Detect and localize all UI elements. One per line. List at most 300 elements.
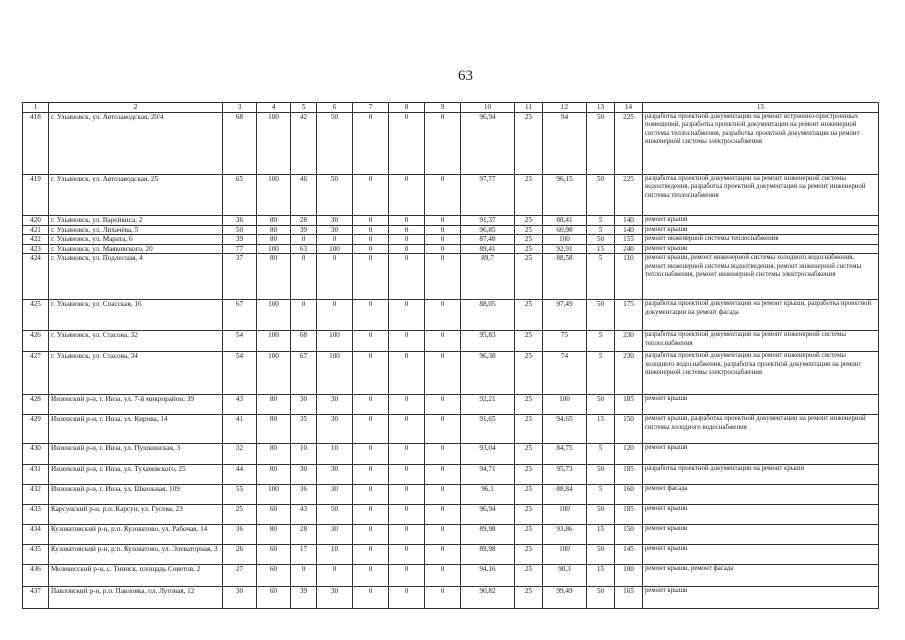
table-cell: 0 bbox=[389, 465, 425, 485]
column-header: 7 bbox=[353, 103, 389, 113]
table-cell: ремонт крыши bbox=[643, 525, 879, 545]
table-cell: 25 bbox=[515, 444, 543, 465]
table-cell: 41 bbox=[223, 415, 257, 444]
table-row bbox=[23, 331, 879, 352]
table-cell: 0 bbox=[353, 300, 389, 331]
table-cell: ремонт крыши bbox=[643, 225, 879, 235]
column-header: 9 bbox=[425, 103, 461, 113]
table-cell: 0 bbox=[389, 545, 425, 565]
table-cell: 0 bbox=[317, 565, 353, 587]
table-row bbox=[23, 216, 879, 226]
table-cell: 0 bbox=[389, 352, 425, 395]
table-cell: 42 bbox=[291, 113, 317, 175]
column-header: 3 bbox=[223, 103, 257, 113]
table-cell: 418 bbox=[23, 113, 49, 175]
table-cell: 60 bbox=[257, 505, 291, 525]
table-cell: г. Ульяновск, ул. Варейкиса, 2 bbox=[49, 216, 223, 226]
table-cell: 25 bbox=[515, 244, 543, 254]
table-cell: Павловский р-н, р.п. Павловка, пл. Луговая, 12 bbox=[49, 587, 223, 609]
table-cell: 89,98 bbox=[461, 545, 515, 565]
table-cell: 0 bbox=[425, 565, 461, 587]
table-cell: 30 bbox=[223, 587, 257, 609]
table-cell: 25 bbox=[515, 352, 543, 395]
table-cell: 0 bbox=[389, 587, 425, 609]
table-cell: 150 bbox=[615, 415, 643, 444]
table-cell: 0 bbox=[389, 216, 425, 226]
table-cell: 422 bbox=[23, 235, 49, 245]
table-cell: 96,94 bbox=[461, 113, 515, 175]
table-cell: 0 bbox=[425, 395, 461, 415]
table-cell: 91,65 bbox=[461, 415, 515, 444]
table-cell: 30 bbox=[317, 485, 353, 505]
table-cell: 50 bbox=[587, 175, 615, 216]
table-cell: 50 bbox=[223, 225, 257, 235]
table-cell: разработка проектной документации на ремонт инженерной системы водоотведения, разработка проектной документации на ремонт инженерной системы теплоснабжения bbox=[643, 175, 879, 216]
table-cell: 25 bbox=[515, 545, 543, 565]
table-cell: 80 bbox=[257, 415, 291, 444]
table-cell: 100 bbox=[543, 545, 587, 565]
table-cell: 50 bbox=[587, 113, 615, 175]
table-cell: 0 bbox=[425, 331, 461, 352]
table-cell: 0 bbox=[353, 113, 389, 175]
table-cell: Мелекесский р-н, с. Тиинск, площадь Советов, 2 bbox=[49, 565, 223, 587]
table-cell: 165 bbox=[615, 587, 643, 609]
table-cell: 90,3 bbox=[543, 565, 587, 587]
table-cell: 0 bbox=[317, 235, 353, 245]
table-cell: 25 bbox=[515, 225, 543, 235]
table-cell: 140 bbox=[615, 225, 643, 235]
table-cell: 0 bbox=[291, 300, 317, 331]
table-row bbox=[23, 444, 879, 465]
table-cell: 0 bbox=[353, 525, 389, 545]
table-cell: 0 bbox=[317, 300, 353, 331]
table-cell: 0 bbox=[353, 331, 389, 352]
table-cell: 80 bbox=[257, 216, 291, 226]
table-cell: 32 bbox=[223, 444, 257, 465]
table-cell: ремонт крыши bbox=[643, 545, 879, 565]
table-row bbox=[23, 254, 879, 300]
table-cell: 0 bbox=[353, 465, 389, 485]
table-cell: 433 bbox=[23, 505, 49, 525]
table-cell: 0 bbox=[425, 587, 461, 609]
table-cell: 25 bbox=[515, 565, 543, 587]
table-cell: 100 bbox=[257, 331, 291, 352]
table-row bbox=[23, 415, 879, 444]
table-row bbox=[23, 244, 879, 254]
table-cell: ремонт фасада bbox=[643, 485, 879, 505]
table-cell: 0 bbox=[425, 485, 461, 505]
table-cell: 37 bbox=[223, 254, 257, 300]
table-cell: 25 bbox=[515, 465, 543, 485]
table-cell: 95,73 bbox=[543, 465, 587, 485]
table-cell: 17 bbox=[291, 545, 317, 565]
table-cell: г. Ульяновск, ул. Спасская, 16 bbox=[49, 300, 223, 331]
table-cell: 100 bbox=[317, 244, 353, 254]
table-row bbox=[23, 352, 879, 395]
table-cell: 0 bbox=[317, 254, 353, 300]
table-cell: г. Ульяновск, ул. Автозаводская, 25 bbox=[49, 175, 223, 216]
table-cell: 80 bbox=[257, 254, 291, 300]
table-cell: 67 bbox=[291, 352, 317, 395]
table-cell: 30 bbox=[317, 216, 353, 226]
table-cell: 25 bbox=[515, 175, 543, 216]
table-row bbox=[23, 235, 879, 245]
table-cell: 0 bbox=[425, 235, 461, 245]
table-cell: 25 bbox=[515, 113, 543, 175]
table-cell: 0 bbox=[389, 505, 425, 525]
table-cell: 140 bbox=[615, 216, 643, 226]
table-cell: 50 bbox=[587, 587, 615, 609]
table-cell: 10 bbox=[317, 545, 353, 565]
table-cell: 240 bbox=[615, 244, 643, 254]
table-cell: 5 bbox=[587, 216, 615, 226]
table-cell: 100 bbox=[615, 565, 643, 587]
table-cell: разработка проектной документации на ремонт крыши bbox=[643, 465, 879, 485]
table-cell: 100 bbox=[543, 235, 587, 245]
table-cell: 0 bbox=[353, 175, 389, 216]
table-cell: 36 bbox=[223, 525, 257, 545]
table-cell: Карсунский р-н, р.п. Карсун, ул. Гусева, 23 bbox=[49, 505, 223, 525]
table-cell: 0 bbox=[389, 565, 425, 587]
table-cell: 434 bbox=[23, 525, 49, 545]
table-cell: 0 bbox=[389, 415, 425, 444]
table-cell: 0 bbox=[353, 545, 389, 565]
table-cell: 435 bbox=[23, 545, 49, 565]
document-table bbox=[22, 102, 879, 609]
column-header: 6 bbox=[317, 103, 353, 113]
table-cell: 225 bbox=[615, 113, 643, 175]
table-cell: 185 bbox=[615, 395, 643, 415]
column-header: 4 bbox=[257, 103, 291, 113]
table-cell: ремонт крыши bbox=[643, 216, 879, 226]
table-cell: Кузоватовский р-н, р.п. Кузоватово, ул. Рабочая, 14 bbox=[49, 525, 223, 545]
table-cell: 30 bbox=[317, 395, 353, 415]
table-cell: 80 bbox=[257, 225, 291, 235]
table-cell: 230 bbox=[615, 352, 643, 395]
table-cell: 94,71 bbox=[461, 465, 515, 485]
table-cell: 230 bbox=[615, 331, 643, 352]
table-row bbox=[23, 300, 879, 331]
table-cell: 25 bbox=[515, 485, 543, 505]
table-cell: 424 bbox=[23, 254, 49, 300]
table-cell: 10 bbox=[291, 444, 317, 465]
table-cell: 25 bbox=[515, 300, 543, 331]
table-cell: 89,98 bbox=[461, 525, 515, 545]
table-cell: 0 bbox=[353, 415, 389, 444]
table-cell: 0 bbox=[425, 444, 461, 465]
column-header: 14 bbox=[615, 103, 643, 113]
table-cell: 0 bbox=[353, 254, 389, 300]
table-cell: 0 bbox=[425, 254, 461, 300]
table-cell: 421 bbox=[23, 225, 49, 235]
column-header: 1 bbox=[23, 103, 49, 113]
table-cell: 0 bbox=[389, 444, 425, 465]
table-cell: 431 bbox=[23, 465, 49, 485]
table-cell: Инзенский р-н, г. Инза, ул. Школьная, 109 bbox=[49, 485, 223, 505]
table-cell: 96,15 bbox=[543, 175, 587, 216]
table-cell: 80 bbox=[257, 465, 291, 485]
table-cell: 430 bbox=[23, 444, 49, 465]
table-cell: 145 bbox=[615, 545, 643, 565]
table-cell: 25 bbox=[515, 587, 543, 609]
table-cell: 0 bbox=[353, 395, 389, 415]
table-cell: 28 bbox=[291, 525, 317, 545]
table-cell: 0 bbox=[425, 225, 461, 235]
table-cell: 25 bbox=[515, 216, 543, 226]
column-header: 2 bbox=[49, 103, 223, 113]
table-cell: 30 bbox=[291, 465, 317, 485]
table-cell: 0 bbox=[425, 545, 461, 565]
table-cell: 25 bbox=[515, 525, 543, 545]
table-cell: 97,49 bbox=[543, 300, 587, 331]
table-cell: 30 bbox=[317, 415, 353, 444]
table-cell: Кузоватовский р-н, р.п. Кузоватово, ул. Элеваторная, 3 bbox=[49, 545, 223, 565]
column-header: 12 bbox=[543, 103, 587, 113]
table-cell: 80 bbox=[257, 525, 291, 545]
table-cell: 63 bbox=[291, 244, 317, 254]
table-cell: 429 bbox=[23, 415, 49, 444]
column-header: 8 bbox=[389, 103, 425, 113]
table-cell: 420 bbox=[23, 216, 49, 226]
table-cell: 0 bbox=[353, 565, 389, 587]
table-cell: 225 bbox=[615, 175, 643, 216]
table-cell: 43 bbox=[291, 505, 317, 525]
table-cell: 150 bbox=[615, 525, 643, 545]
table-cell: 0 bbox=[389, 331, 425, 352]
table-cell: 96,1 bbox=[461, 485, 515, 505]
table-cell: 54 bbox=[223, 352, 257, 395]
table-cell: разработка проектной документации на ремонт крыши, разработка проектной документации на ремонт фасада bbox=[643, 300, 879, 331]
table-cell: 39 bbox=[291, 225, 317, 235]
table-cell: 0 bbox=[353, 225, 389, 235]
table-cell: 93,86 bbox=[543, 525, 587, 545]
table-cell: 50 bbox=[587, 235, 615, 245]
table-row bbox=[23, 587, 879, 609]
table-cell: 110 bbox=[615, 254, 643, 300]
table-cell: 60 bbox=[257, 545, 291, 565]
table-cell: 35 bbox=[291, 415, 317, 444]
table-cell: Инзенский р-н, г. Инза, ул. Пушкинская, 3 bbox=[49, 444, 223, 465]
table-cell: 93,04 bbox=[461, 444, 515, 465]
table-cell: 92,91 bbox=[543, 244, 587, 254]
table-cell: ремонт крыши, ремонт инженерной системы холодного водоснабжения, ремонт инженерной системы водоотведения, ремонт инженерной системы теплоснабжения, ремонт инженерной системы электроснабжения bbox=[643, 254, 879, 300]
table-cell: 43 bbox=[223, 395, 257, 415]
table-row bbox=[23, 395, 879, 415]
table-cell: 68 bbox=[291, 331, 317, 352]
table-cell: 0 bbox=[389, 113, 425, 175]
table-cell: 25 bbox=[515, 254, 543, 300]
table-cell: 437 bbox=[23, 587, 49, 609]
table-cell: 5 bbox=[587, 331, 615, 352]
table-cell: 425 bbox=[23, 300, 49, 331]
table-cell: 65 bbox=[223, 175, 257, 216]
table-cell: 99,49 bbox=[543, 587, 587, 609]
table-cell: 15 bbox=[587, 565, 615, 587]
table-cell: 0 bbox=[353, 216, 389, 226]
table-cell: 77 bbox=[223, 244, 257, 254]
table-cell: 100 bbox=[257, 300, 291, 331]
table-cell: 0 bbox=[353, 235, 389, 245]
table-cell: 120 bbox=[615, 444, 643, 465]
table-cell: г. Ульяновск, ул. Маяковского, 20 bbox=[49, 244, 223, 254]
table-cell: 50 bbox=[317, 113, 353, 175]
table-cell: 0 bbox=[291, 565, 317, 587]
table-cell: г. Ульяновск, ул. Подлесная, 4 bbox=[49, 254, 223, 300]
table-cell: 15 bbox=[587, 415, 615, 444]
table-cell: 0 bbox=[425, 525, 461, 545]
table-cell: 0 bbox=[425, 216, 461, 226]
table-cell: 5 bbox=[587, 254, 615, 300]
table-cell: 89,7 bbox=[461, 254, 515, 300]
table-cell: 96,38 bbox=[461, 352, 515, 395]
table-cell: 0 bbox=[389, 175, 425, 216]
table-cell: 90,82 bbox=[461, 587, 515, 609]
table-cell: 95,83 bbox=[461, 331, 515, 352]
table-cell: г. Ульяновск, ул. Лихачёва, 5 bbox=[49, 225, 223, 235]
table-cell: 0 bbox=[291, 254, 317, 300]
table-cell: 423 bbox=[23, 244, 49, 254]
table-cell: ремонт крыши bbox=[643, 395, 879, 415]
column-header: 10 bbox=[461, 103, 515, 113]
table-cell: 50 bbox=[587, 465, 615, 485]
table-row bbox=[23, 525, 879, 545]
table-cell: 185 bbox=[615, 465, 643, 485]
table-cell: 30 bbox=[317, 525, 353, 545]
table-cell: 25 bbox=[515, 235, 543, 245]
table-cell: 30 bbox=[317, 465, 353, 485]
table-cell: разработка проектной документации на ремонт встроенно-пристроенных помещений, разработка проектной документации на ремонт инженерной системы теплоснабжения, разработка проектной документации на ремонт инженерной системы электроснабжения bbox=[643, 113, 879, 175]
table-cell: 50 bbox=[317, 175, 353, 216]
table-cell: 97,77 bbox=[461, 175, 515, 216]
table-cell: 36 bbox=[223, 216, 257, 226]
table-cell: 39 bbox=[223, 235, 257, 245]
table-cell: 50 bbox=[587, 395, 615, 415]
table-cell: 28 bbox=[291, 216, 317, 226]
header-row bbox=[23, 103, 879, 113]
table-cell: 0 bbox=[389, 254, 425, 300]
table-cell: 74 bbox=[543, 352, 587, 395]
table-cell: 419 bbox=[23, 175, 49, 216]
table-cell: 100 bbox=[257, 113, 291, 175]
table-cell: 25 bbox=[515, 505, 543, 525]
table-cell: 100 bbox=[257, 175, 291, 216]
table-cell: ремонт инженерной системы теплоснабжения bbox=[643, 235, 879, 245]
page-number: 63 bbox=[458, 68, 473, 84]
table-cell: 0 bbox=[389, 244, 425, 254]
table-cell: 0 bbox=[353, 505, 389, 525]
table-cell: 30 bbox=[291, 395, 317, 415]
table-cell: разработка проектной документации на ремонт инженерной системы холодного водоснабжения, разработка проектной документации на ремонт инженерной системы электроснабжения bbox=[643, 352, 879, 395]
table-cell: 94,16 bbox=[461, 565, 515, 587]
table-cell: 427 bbox=[23, 352, 49, 395]
table-row bbox=[23, 565, 879, 587]
table-cell: 100 bbox=[317, 331, 353, 352]
table-cell: 0 bbox=[353, 444, 389, 465]
table-cell: 428 bbox=[23, 395, 49, 415]
table-cell: 0 bbox=[425, 505, 461, 525]
table-cell: 84,75 bbox=[543, 444, 587, 465]
table-cell: 30 bbox=[317, 225, 353, 235]
table-cell: 36 bbox=[291, 485, 317, 505]
table-cell: 27 bbox=[223, 565, 257, 587]
table-cell: 100 bbox=[317, 352, 353, 395]
table-cell: 0 bbox=[425, 465, 461, 485]
table-cell: 80 bbox=[257, 444, 291, 465]
table-cell: 25 bbox=[515, 395, 543, 415]
table-cell: 436 bbox=[23, 565, 49, 587]
table-cell: 39 bbox=[291, 587, 317, 609]
table-cell: 88,84 bbox=[543, 485, 587, 505]
table-cell: 5 bbox=[587, 444, 615, 465]
table-cell: 0 bbox=[425, 175, 461, 216]
table-cell: 0 bbox=[353, 485, 389, 505]
table-row bbox=[23, 485, 879, 505]
table-cell: 175 bbox=[615, 300, 643, 331]
table-row bbox=[23, 175, 879, 216]
table-cell: 0 bbox=[291, 235, 317, 245]
table-cell: 0 bbox=[389, 395, 425, 415]
table-cell: 89,41 bbox=[461, 244, 515, 254]
table-cell: 88,58 bbox=[543, 254, 587, 300]
table-row bbox=[23, 505, 879, 525]
table-body bbox=[23, 113, 879, 609]
table-cell: 432 bbox=[23, 485, 49, 505]
table-cell: ремонт крыши bbox=[643, 244, 879, 254]
table-cell: 426 bbox=[23, 331, 49, 352]
table-cell: ремонт крыши bbox=[643, 444, 879, 465]
table-cell: 94,65 bbox=[543, 415, 587, 444]
table-cell: 87,48 bbox=[461, 235, 515, 245]
table-cell: 0 bbox=[425, 352, 461, 395]
table-cell: 26 bbox=[223, 545, 257, 565]
table-cell: 0 bbox=[389, 485, 425, 505]
column-header: 15 bbox=[643, 103, 879, 113]
table-cell: 0 bbox=[353, 352, 389, 395]
table-cell: 160 bbox=[615, 485, 643, 505]
table-row bbox=[23, 113, 879, 175]
table-cell: 50 bbox=[587, 545, 615, 565]
table-row bbox=[23, 465, 879, 485]
table-cell: Инзенский р-н, г. Инза, ул. Кирова, 14 bbox=[49, 415, 223, 444]
table-cell: разработка проектной документации на ремонт инженерной системы теплоснабжения bbox=[643, 331, 879, 352]
table-cell: 88,05 bbox=[461, 300, 515, 331]
table-cell: 54 bbox=[223, 331, 257, 352]
table-cell: 80 bbox=[257, 235, 291, 245]
table-cell: 50 bbox=[587, 505, 615, 525]
table-cell: 15 bbox=[587, 244, 615, 254]
table-cell: 75 bbox=[543, 331, 587, 352]
table-cell: 94 bbox=[543, 113, 587, 175]
table-cell: ремонт крыши, ремонт фасада bbox=[643, 565, 879, 587]
table-cell: 5 bbox=[587, 352, 615, 395]
table-cell: 25 bbox=[515, 415, 543, 444]
table-cell: 55 bbox=[223, 485, 257, 505]
table-cell: 50 bbox=[587, 300, 615, 331]
table-cell: 25 bbox=[223, 505, 257, 525]
table-cell: 100 bbox=[543, 505, 587, 525]
table-cell: ремонт крыши bbox=[643, 587, 879, 609]
table-cell: Инзенский р-н, г. Инза, ул. Тухачевского, 25 bbox=[49, 465, 223, 485]
table-cell: г. Ульяновск, ул. Стасова, 34 bbox=[49, 352, 223, 395]
table-cell: г. Ульяновск, ул. Марата, 6 bbox=[49, 235, 223, 245]
column-header: 11 bbox=[515, 103, 543, 113]
table-cell: 0 bbox=[389, 235, 425, 245]
table-cell: 60 bbox=[257, 587, 291, 609]
table-cell: 88,41 bbox=[543, 216, 587, 226]
table-cell: 68 bbox=[223, 113, 257, 175]
table-cell: 100 bbox=[543, 395, 587, 415]
table-cell: 0 bbox=[425, 113, 461, 175]
